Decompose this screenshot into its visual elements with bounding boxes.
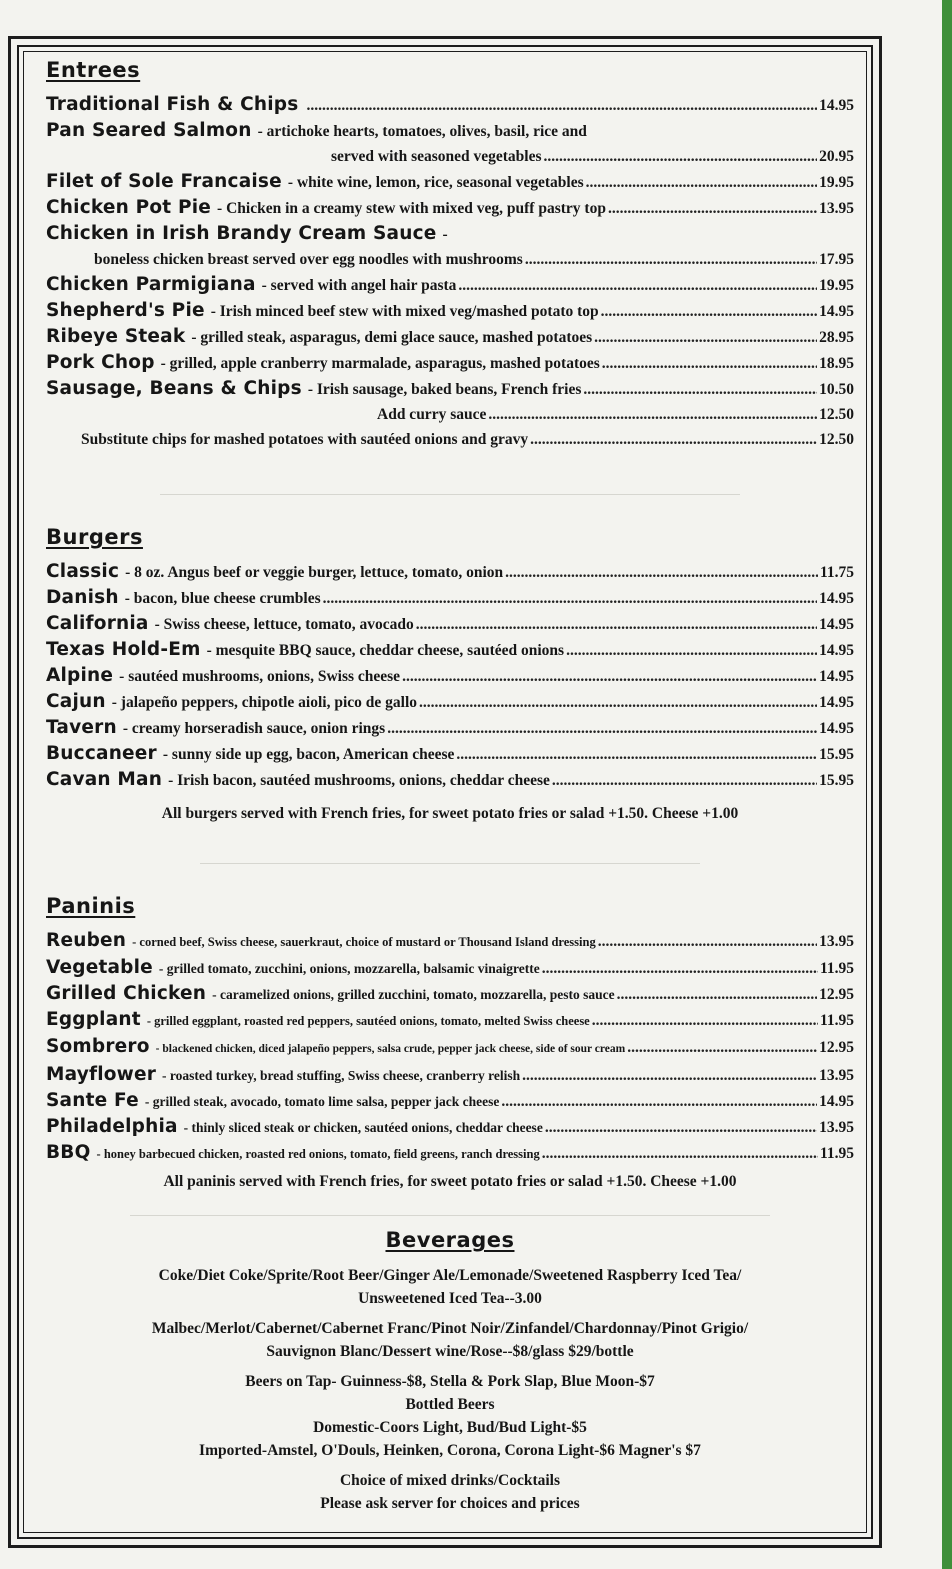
menu-page bbox=[46, 58, 854, 1515]
item-price: 11.75 bbox=[819, 564, 854, 581]
menu-item bbox=[46, 741, 854, 767]
item-desc: Substitute chips for mashed potatoes with sautéed onions and gravy bbox=[81, 431, 529, 448]
item-name: Traditional Fish & Chips bbox=[46, 94, 299, 115]
item-name: Texas Hold-Em bbox=[46, 639, 201, 660]
item-desc: Add curry sauce bbox=[377, 406, 487, 423]
item-name: California bbox=[46, 613, 149, 634]
item-name: BBQ bbox=[46, 1142, 91, 1163]
entrees-list bbox=[46, 92, 854, 402]
item-desc: - sautéed mushrooms, onions, Swiss cheese bbox=[119, 668, 401, 685]
green-edge bbox=[942, 0, 952, 1569]
bottled-beers-heading: Bottled Beers bbox=[405, 1396, 495, 1413]
item-desc: - bacon, blue cheese crumbles bbox=[124, 590, 321, 607]
menu-item bbox=[46, 767, 854, 793]
item-price: 28.95 bbox=[819, 329, 854, 346]
item-name: Cajun bbox=[46, 691, 106, 712]
item-price: 12.95 bbox=[819, 1039, 854, 1056]
item-price: 14.95 bbox=[819, 694, 854, 711]
item-desc: - sunny side up egg, bacon, American cheese bbox=[162, 746, 455, 763]
section-title-paninis: Paninis bbox=[46, 894, 136, 918]
item-desc: - artichoke hearts, tomatoes, olives, basil, rice and bbox=[257, 123, 587, 140]
item-name: Chicken Pot Pie bbox=[46, 197, 212, 218]
item-price: 14.95 bbox=[819, 303, 854, 320]
burgers-note: All burgers served with French fries, for sweet potato fries or salad +1.50. Cheese +1.00 bbox=[161, 805, 739, 822]
item-name: Chicken Parmigiana bbox=[46, 274, 256, 295]
item-desc: - Irish minced beef stew with mixed veg/mashed potato top bbox=[210, 303, 599, 320]
item-desc: - honey barbecued chicken, roasted red onions, tomato, field greens, ranch dressing bbox=[96, 1147, 540, 1161]
item-name: Sante Fe bbox=[46, 1090, 139, 1111]
item-price: 11.95 bbox=[819, 1012, 854, 1029]
item-name: Alpine bbox=[46, 665, 114, 686]
section-title-beverages: Beverages bbox=[385, 1228, 515, 1252]
menu-item bbox=[46, 981, 854, 1007]
item-price: 19.95 bbox=[819, 277, 854, 294]
item-name: Reuben bbox=[46, 930, 127, 951]
item-price: 12.50 bbox=[819, 431, 854, 448]
soft-drinks-line-2: Unsweetened Iced Tea--3.00 bbox=[358, 1290, 542, 1307]
menu-item bbox=[46, 689, 854, 715]
section-title-burgers: Burgers bbox=[46, 525, 143, 549]
item-price: 15.95 bbox=[819, 772, 854, 789]
paninis-section bbox=[46, 894, 854, 1191]
menu-item bbox=[46, 195, 854, 221]
item-name: Ribeye Steak bbox=[46, 326, 186, 347]
menu-item bbox=[46, 1007, 854, 1034]
item-name: Danish bbox=[46, 587, 119, 608]
item-desc: - 8 oz. Angus beef or veggie burger, lettuce, tomato, onion bbox=[125, 564, 504, 581]
menu-item bbox=[46, 637, 854, 663]
entrees-section bbox=[46, 58, 854, 452]
item-name: Pan Seared Salmon bbox=[46, 120, 252, 141]
menu-item bbox=[46, 1114, 854, 1140]
item-price: 13.95 bbox=[819, 1119, 854, 1136]
item-desc: - bbox=[442, 226, 448, 243]
menu-item-continued bbox=[46, 144, 854, 169]
item-name: Classic bbox=[46, 561, 120, 582]
item-price: 14.95 bbox=[819, 668, 854, 685]
item-desc: - grilled, apple cranberry marmalade, asparagus, mashed potatoes bbox=[160, 355, 600, 372]
menu-item-extra-substitute bbox=[46, 427, 854, 452]
item-name: Sombrero bbox=[46, 1036, 150, 1057]
item-price: 13.95 bbox=[819, 200, 854, 217]
paninis-list bbox=[46, 928, 854, 1167]
item-name: Eggplant bbox=[46, 1009, 141, 1030]
item-desc: - served with angel hair pasta bbox=[261, 277, 457, 294]
item-desc: - roasted turkey, bread stuffing, Swiss cheese, cranberry relish bbox=[162, 1068, 521, 1083]
item-name: Tavern bbox=[46, 717, 117, 738]
menu-item bbox=[46, 118, 854, 144]
item-price: 10.50 bbox=[819, 381, 854, 398]
item-price: 13.95 bbox=[819, 1067, 854, 1084]
menu-item bbox=[46, 1140, 854, 1167]
item-name: Mayflower bbox=[46, 1064, 157, 1085]
item-desc: - Irish bacon, sautéed mushrooms, onions, cheddar cheese bbox=[168, 772, 550, 789]
menu-item bbox=[46, 1034, 854, 1062]
menu-item bbox=[46, 221, 854, 247]
menu-item bbox=[46, 376, 854, 402]
wine-line-1: Malbec/Merlot/Cabernet/Cabernet Franc/Pinot Noir/Zinfandel/Chardonnay/Pinot Grigio/ bbox=[151, 1320, 749, 1337]
wine-line-2: Sauvignon Blanc/Dessert wine/Rose--$8/glass $29/bottle bbox=[266, 1343, 634, 1360]
menu-item bbox=[46, 928, 854, 955]
item-desc: - blackened chicken, diced jalapeño peppers, salsa crude, pepper jack cheese, side of sour cream bbox=[155, 1043, 626, 1055]
menu-item bbox=[46, 169, 854, 195]
menu-item bbox=[46, 663, 854, 689]
divider bbox=[160, 494, 740, 495]
item-name: Grilled Chicken bbox=[46, 983, 207, 1004]
menu-item bbox=[46, 1062, 854, 1088]
item-price: 15.95 bbox=[819, 746, 854, 763]
item-price: 12.95 bbox=[819, 986, 854, 1003]
item-name: Buccaneer bbox=[46, 743, 157, 764]
divider bbox=[130, 1215, 770, 1216]
item-name: Filet of Sole Francaise bbox=[46, 171, 282, 192]
item-desc: - white wine, lemon, rice, seasonal vegetables bbox=[287, 174, 584, 191]
item-desc: - creamy horseradish sauce, onion rings bbox=[122, 720, 386, 737]
item-price: 14.95 bbox=[819, 97, 854, 114]
soft-drinks-line-1: Coke/Diet Coke/Sprite/Root Beer/Ginger Ale/Lemonade/Sweetened Raspberry Iced Tea/ bbox=[158, 1267, 742, 1284]
menu-item bbox=[46, 92, 854, 118]
item-desc-continued: boneless chicken breast served over egg noodles with mushrooms bbox=[94, 251, 523, 268]
menu-item-extra-curry bbox=[46, 402, 854, 427]
item-price: 14.95 bbox=[819, 590, 854, 607]
item-price: 13.95 bbox=[819, 933, 854, 950]
menu-item bbox=[46, 585, 854, 611]
item-name: Chicken in Irish Brandy Cream Sauce bbox=[46, 223, 437, 244]
menu-item bbox=[46, 298, 854, 324]
item-price: 17.95 bbox=[819, 251, 854, 268]
item-desc: - caramelized onions, grilled zucchini, tomato, mozzarella, pesto sauce bbox=[212, 987, 615, 1002]
menu-item bbox=[46, 955, 854, 981]
paninis-note: All paninis served with French fries, for sweet potato fries or salad +1.50. Cheese +1.00 bbox=[163, 1173, 737, 1190]
menu-item bbox=[46, 715, 854, 741]
item-desc-continued: served with seasoned vegetables bbox=[331, 148, 542, 165]
item-name: Cavan Man bbox=[46, 769, 163, 790]
item-desc: - Chicken in a creamy stew with mixed veg, puff pastry top bbox=[217, 200, 606, 217]
item-price: 18.95 bbox=[819, 355, 854, 372]
item-desc: - grilled steak, avocado, tomato lime salsa, pepper jack cheese bbox=[144, 1094, 500, 1109]
menu-item bbox=[46, 1088, 854, 1114]
item-desc: - thinly sliced steak or chicken, sautéed onions, cheddar cheese bbox=[183, 1120, 543, 1135]
imported-beers-line: Imported-Amstel, O'Douls, Heinken, Corona, Corona Light-$6 Magner's $7 bbox=[199, 1442, 701, 1459]
ask-server-line: Please ask server for choices and prices bbox=[320, 1495, 580, 1512]
beer-tap-line: Beers on Tap- Guinness-$8, Stella & Pork Slap, Blue Moon-$7 bbox=[245, 1373, 655, 1390]
item-desc: - Swiss cheese, lettuce, tomato, avocado bbox=[154, 616, 414, 633]
item-price: 14.95 bbox=[819, 616, 854, 633]
item-name: Shepherd's Pie bbox=[46, 300, 205, 321]
item-price: 12.50 bbox=[819, 406, 854, 423]
item-desc: - grilled steak, asparagus, demi glace sauce, mashed potatoes bbox=[191, 329, 593, 346]
item-name: Vegetable bbox=[46, 957, 153, 978]
item-price: 20.95 bbox=[819, 148, 854, 165]
item-desc: - corned beef, Swiss cheese, sauerkraut, choice of mustard or Thousand Island dressing bbox=[132, 935, 596, 949]
item-desc: - grilled tomato, zucchini, onions, mozzarella, balsamic vinaigrette bbox=[158, 961, 540, 976]
item-price: 11.95 bbox=[819, 1145, 854, 1162]
item-price: 14.95 bbox=[819, 1093, 854, 1110]
item-name: Pork Chop bbox=[46, 352, 155, 373]
menu-item bbox=[46, 559, 854, 585]
menu-item bbox=[46, 350, 854, 376]
mixed-drinks-line: Choice of mixed drinks/Cocktails bbox=[339, 1472, 561, 1489]
menu-item-continued bbox=[46, 247, 854, 272]
menu-item bbox=[46, 324, 854, 350]
item-price: 14.95 bbox=[819, 642, 854, 659]
item-name: Philadelphia bbox=[46, 1116, 178, 1137]
item-desc: - grilled eggplant, roasted red peppers, sautéed onions, tomato, melted Swiss cheese bbox=[146, 1014, 590, 1028]
item-desc: - Irish sausage, baked beans, French fries bbox=[307, 381, 582, 398]
item-desc: - jalapeño peppers, chipotle aioli, pico de gallo bbox=[111, 694, 418, 711]
domestic-beers-line: Domestic-Coors Light, Bud/Bud Light-$5 bbox=[313, 1419, 587, 1436]
burgers-list bbox=[46, 559, 854, 793]
item-price: 14.95 bbox=[819, 720, 854, 737]
item-price: 19.95 bbox=[819, 174, 854, 191]
item-desc: - mesquite BBQ sauce, cheddar cheese, sautéed onions bbox=[206, 642, 565, 659]
beverages-section bbox=[46, 1228, 854, 1515]
burgers-section bbox=[46, 525, 854, 823]
menu-item bbox=[46, 272, 854, 298]
menu-item bbox=[46, 611, 854, 637]
divider bbox=[200, 863, 700, 864]
item-name: Sausage, Beans & Chips bbox=[46, 378, 302, 399]
section-title-entrees: Entrees bbox=[46, 58, 141, 82]
item-price: 11.95 bbox=[819, 960, 854, 977]
